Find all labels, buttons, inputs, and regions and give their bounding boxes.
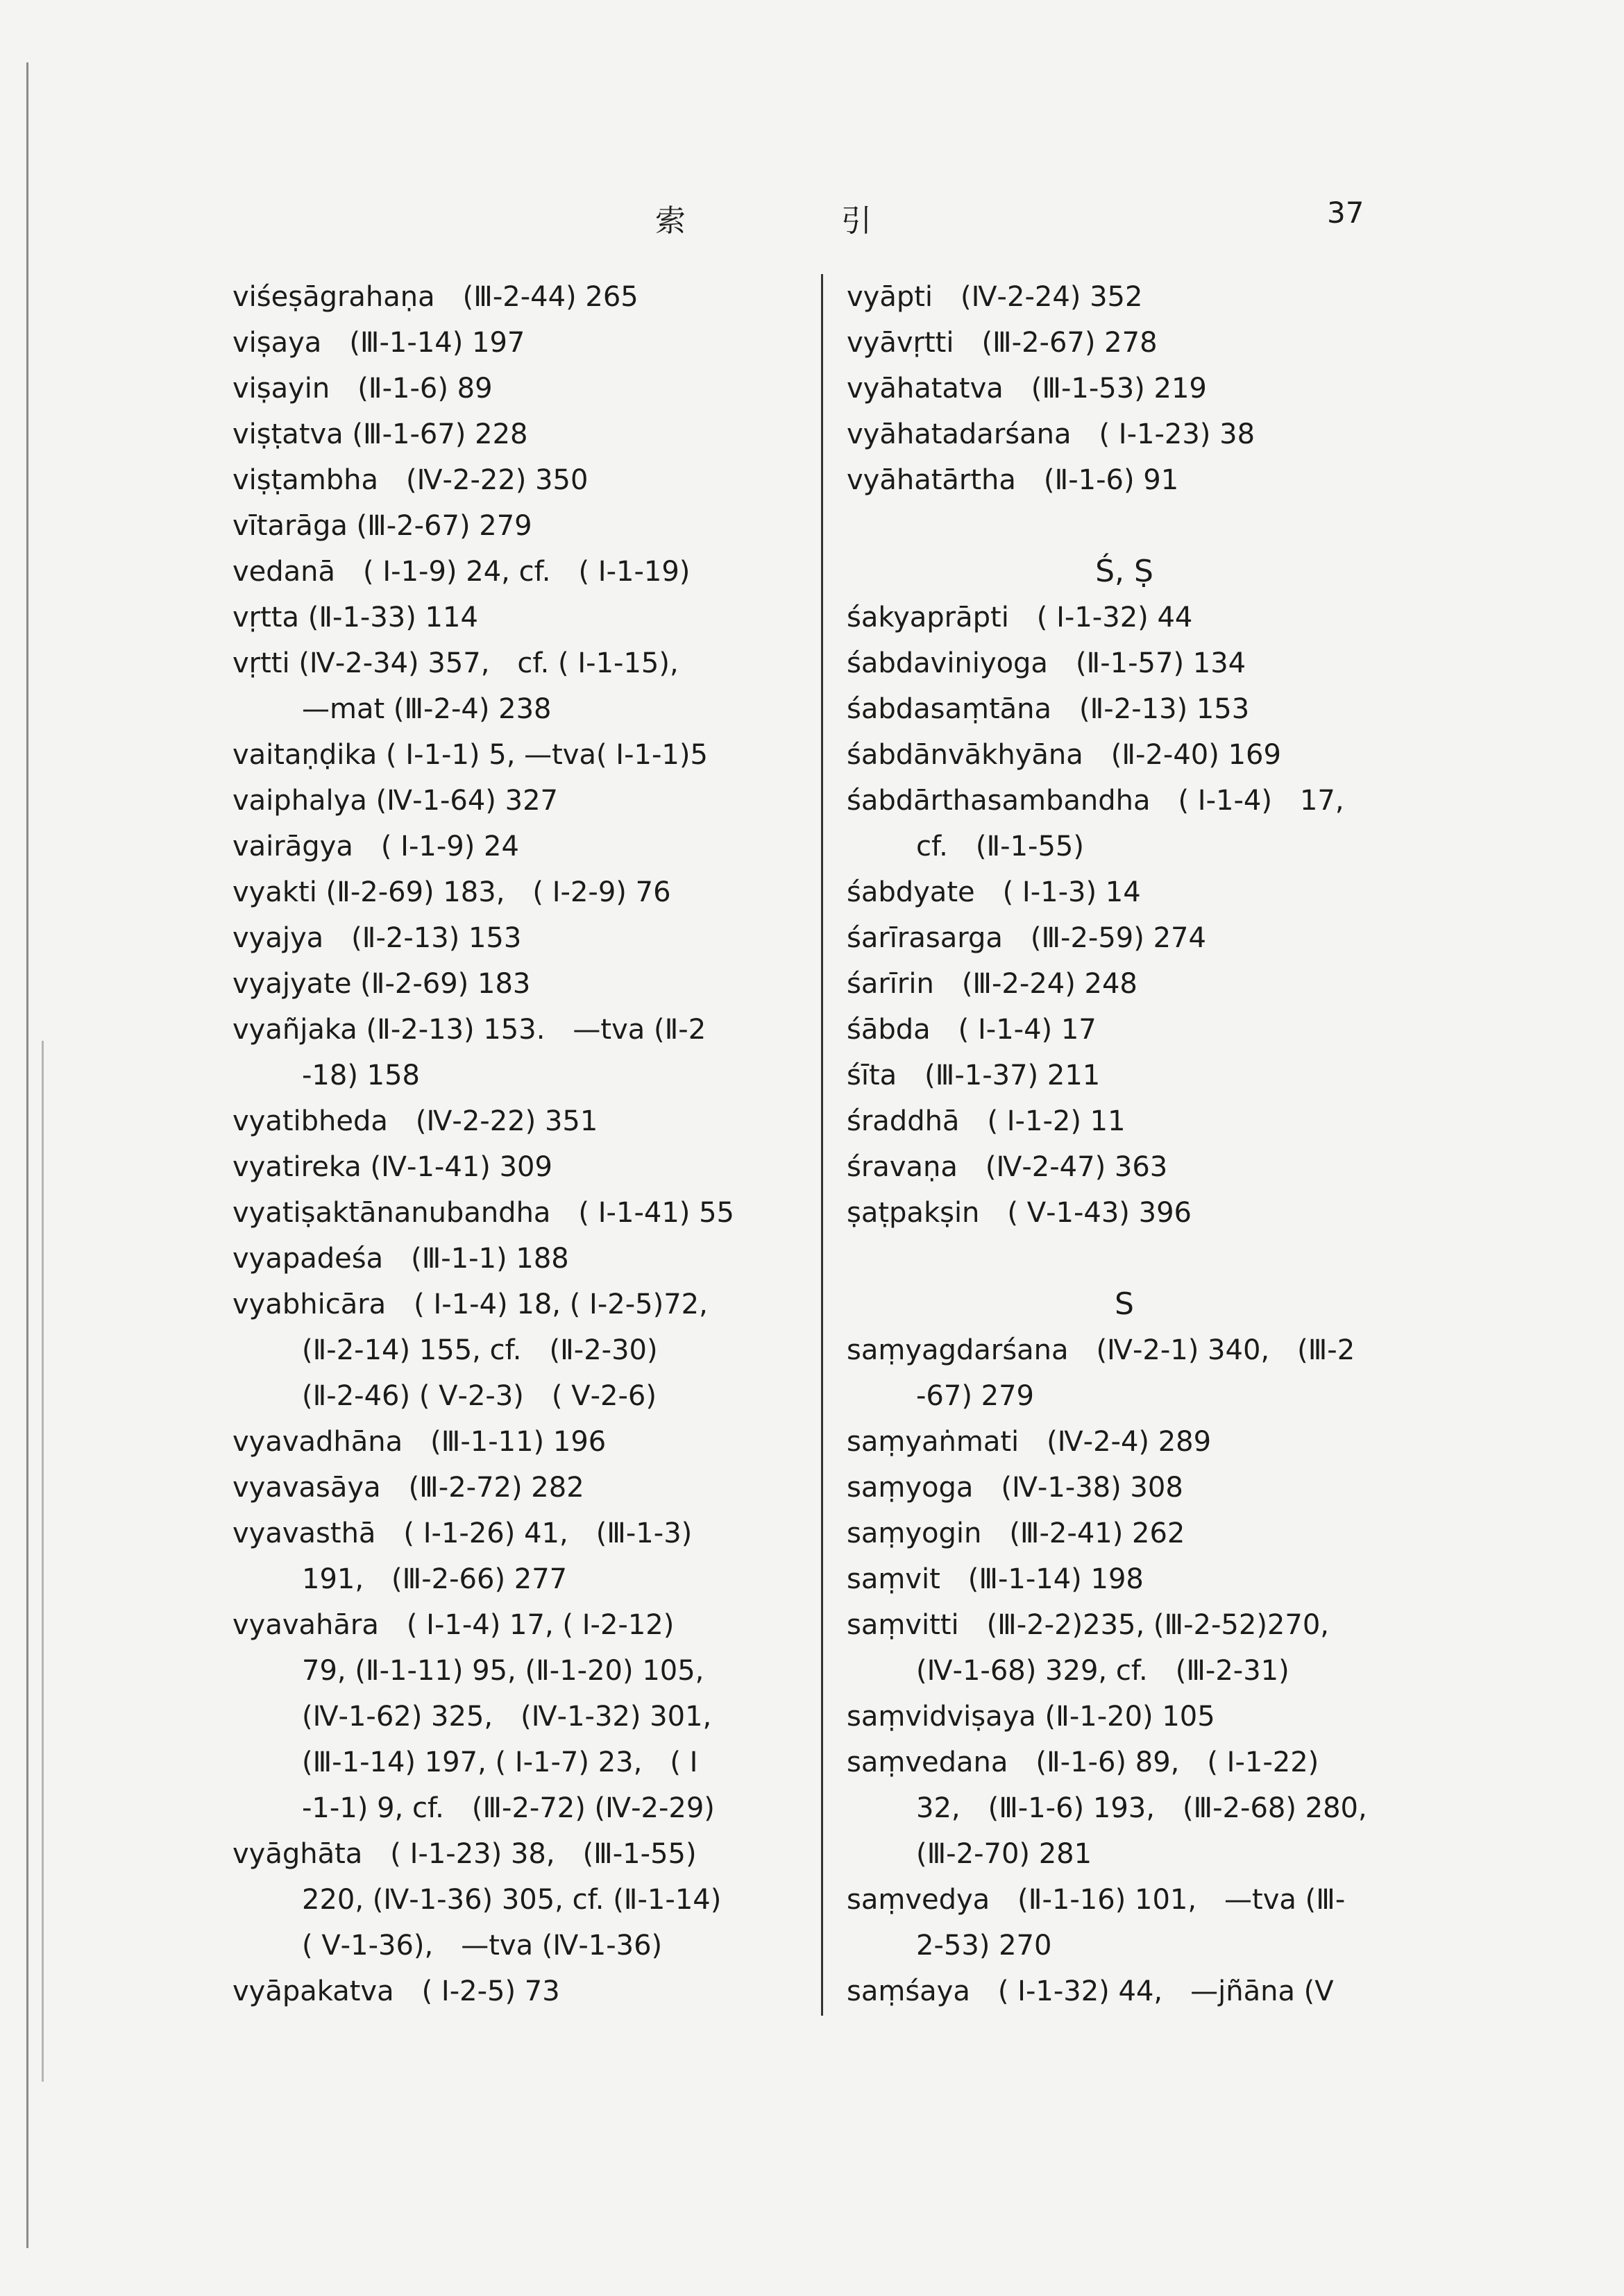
index-entry: vyāhatatva (Ⅲ-1-53) 219: [847, 373, 1207, 405]
index-entry: vyavasāya (Ⅲ-2-72) 282: [232, 1472, 584, 1504]
index-entry: vṛtti (Ⅳ-2-34) 357, cf. ( Ⅰ-1-15),: [232, 647, 679, 679]
index-entry: śarīrin (Ⅲ-2-24) 248: [847, 968, 1137, 1000]
index-entry-continuation: 191, (Ⅲ-2-66) 277: [302, 1563, 568, 1595]
section-heading: Ś, Ṣ: [1095, 554, 1153, 589]
index-entry-continuation: 220, (Ⅳ-1-36) 305, cf. (Ⅱ-1-14): [302, 1884, 722, 1916]
index-entry-continuation: (Ⅱ-2-46) ( Ⅴ-2-3) ( Ⅴ-2-6): [302, 1380, 657, 1412]
section-spacer: [847, 1236, 1444, 1282]
index-entry-continuation: (Ⅲ-2-70) 281: [916, 1838, 1092, 1870]
index-entry-continuation: -18) 158: [302, 1060, 420, 1091]
index-entry: viṣṭatva (Ⅲ-1-67) 228: [232, 418, 528, 450]
index-entry: vairāgya ( Ⅰ-1-9) 24: [232, 831, 519, 862]
index-entry: śraddhā ( Ⅰ-1-2) 11: [847, 1105, 1126, 1137]
index-entry: śabdānvākhyāna (Ⅱ-2-40) 169: [847, 739, 1281, 771]
index-entry: vyavahāra ( Ⅰ-1-4) 17, ( Ⅰ-2-12): [232, 1609, 675, 1641]
index-entry-continuation: -67) 279: [916, 1380, 1034, 1412]
page-binding-edge: [26, 62, 34, 2248]
index-entry: vyajyate (Ⅱ-2-69) 183: [232, 968, 531, 1000]
index-entry: vyañjaka (Ⅱ-2-13) 153. —tva (Ⅱ-2: [232, 1014, 707, 1046]
index-entry: ṣaṭpakṣin ( Ⅴ-1-43) 396: [847, 1197, 1192, 1229]
index-entry: vyabhicāra ( Ⅰ-1-4) 18, ( Ⅰ-2-5)72,: [232, 1289, 708, 1320]
index-entry-continuation: 32, (Ⅲ-1-6) 193, (Ⅲ-2-68) 280,: [916, 1792, 1367, 1824]
page-shadow-line: [42, 1041, 44, 2082]
index-entry: saṃvedya (Ⅱ-1-16) 101, —tva (Ⅲ-: [847, 1884, 1346, 1916]
index-column-left: [232, 274, 829, 2014]
header-left: 索: [655, 203, 686, 239]
index-entry: vyāhatadarśana ( Ⅰ-1-23) 38: [847, 418, 1255, 450]
header-right: 引: [841, 203, 872, 239]
page-number: 37: [1327, 196, 1364, 230]
index-entry-continuation: 2-53) 270: [916, 1930, 1052, 1962]
index-entry-continuation: 79, (Ⅱ-1-11) 95, (Ⅱ-1-20) 105,: [302, 1655, 704, 1687]
index-entry-continuation: (Ⅳ-1-68) 329, cf. (Ⅲ-2-31): [916, 1655, 1289, 1687]
index-entry: vaitaṇḍika ( Ⅰ-1-1) 5, —tva( Ⅰ-1-1)5: [232, 739, 708, 771]
index-entry: vyatibheda (Ⅳ-2-22) 351: [232, 1105, 598, 1137]
index-entry: vyatiṣaktānanubandha ( Ⅰ-1-41) 55: [232, 1197, 734, 1229]
index-entry-continuation: (Ⅲ-1-14) 197, ( Ⅰ-1-7) 23, ( Ⅰ: [302, 1746, 698, 1778]
index-entry: vyatireka (Ⅳ-1-41) 309: [232, 1151, 552, 1183]
index-entry: śabdasaṃtāna (Ⅱ-2-13) 153: [847, 693, 1250, 725]
index-entry: vaiphalya (Ⅳ-1-64) 327: [232, 785, 558, 817]
index-entry: vedanā ( Ⅰ-1-9) 24, cf. ( Ⅰ-1-19): [232, 556, 691, 588]
column-divider: [821, 274, 823, 2016]
index-entry: śakyaprāpti ( Ⅰ-1-32) 44: [847, 602, 1193, 633]
index-entry-continuation: (Ⅳ-1-62) 325, (Ⅳ-1-32) 301,: [302, 1701, 712, 1733]
index-entry: vyāghāta ( Ⅰ-1-23) 38, (Ⅲ-1-55): [232, 1838, 697, 1870]
index-entry: saṃvidviṣaya (Ⅱ-1-20) 105: [847, 1701, 1215, 1733]
section-spacer: [847, 503, 1444, 549]
index-entry-continuation: —mat (Ⅲ-2-4) 238: [302, 693, 552, 725]
index-entry: vītarāga (Ⅲ-2-67) 279: [232, 510, 532, 542]
index-entry: vyajya (Ⅱ-2-13) 153: [232, 922, 522, 954]
index-entry: vyapadeśa (Ⅲ-1-1) 188: [232, 1243, 569, 1275]
index-entry: saṃvedana (Ⅱ-1-6) 89, ( Ⅰ-1-22): [847, 1746, 1319, 1778]
index-entry: viśeṣāgrahaṇa (Ⅲ-2-44) 265: [232, 281, 638, 313]
index-entry: saṃyoga (Ⅳ-1-38) 308: [847, 1472, 1183, 1504]
index-entry: śīta (Ⅲ-1-37) 211: [847, 1060, 1101, 1091]
index-entry-continuation: cf. (Ⅱ-1-55): [916, 831, 1084, 862]
index-column-right: [847, 274, 1444, 2014]
section-heading: S: [1115, 1286, 1134, 1322]
index-entry: vyakti (Ⅱ-2-69) 183, ( Ⅰ-2-9) 76: [232, 876, 671, 908]
index-entry: vyāvṛtti (Ⅲ-2-67) 278: [847, 327, 1158, 359]
index-entry-continuation: -1-1) 9, cf. (Ⅲ-2-72) (Ⅳ-2-29): [302, 1792, 715, 1824]
index-entry: vṛtta (Ⅱ-1-33) 114: [232, 602, 478, 633]
index-entry: vyāpakatva ( Ⅰ-2-5) 73: [232, 1975, 560, 2007]
index-entry: saṃvitti (Ⅲ-2-2)235, (Ⅲ-2-52)270,: [847, 1609, 1329, 1641]
index-entry: śabdaviniyoga (Ⅱ-1-57) 134: [847, 647, 1246, 679]
index-entry: saṃyagdarśana (Ⅳ-2-1) 340, (Ⅲ-2: [847, 1334, 1355, 1366]
index-entry: viṣṭambha (Ⅳ-2-22) 350: [232, 464, 589, 496]
index-entry-continuation: (Ⅱ-2-14) 155, cf. (Ⅱ-2-30): [302, 1334, 658, 1366]
index-entry: saṃvit (Ⅲ-1-14) 198: [847, 1563, 1144, 1595]
index-entry: saṃśaya ( Ⅰ-1-32) 44, —jñāna (Ⅴ: [847, 1975, 1334, 2007]
index-entry: saṃyogin (Ⅲ-2-41) 262: [847, 1517, 1185, 1549]
index-entry: śābda ( Ⅰ-1-4) 17: [847, 1014, 1097, 1046]
index-entry: śabdārthasambandha ( Ⅰ-1-4) 17,: [847, 785, 1344, 817]
page-header: [0, 196, 1624, 244]
index-entry: śabdyate ( Ⅰ-1-3) 14: [847, 876, 1141, 908]
index-entry: śarīrasarga (Ⅲ-2-59) 274: [847, 922, 1206, 954]
index-entry: viṣaya (Ⅲ-1-14) 197: [232, 327, 525, 359]
index-entry: viṣayin (Ⅱ-1-6) 89: [232, 373, 493, 405]
index-entry: vyāhatārtha (Ⅱ-1-6) 91: [847, 464, 1179, 496]
index-entry: vyāpti (Ⅳ-2-24) 352: [847, 281, 1143, 313]
index-entry: saṃyaṅmati (Ⅳ-2-4) 289: [847, 1426, 1212, 1458]
index-entry-continuation: ( Ⅴ-1-36), —tva (Ⅳ-1-36): [302, 1930, 663, 1962]
index-entry: vyavadhāna (Ⅲ-1-11) 196: [232, 1426, 607, 1458]
index-entry: vyavasthā ( Ⅰ-1-26) 41, (Ⅲ-1-3): [232, 1517, 693, 1549]
index-entry: śravaṇa (Ⅳ-2-47) 363: [847, 1151, 1168, 1183]
